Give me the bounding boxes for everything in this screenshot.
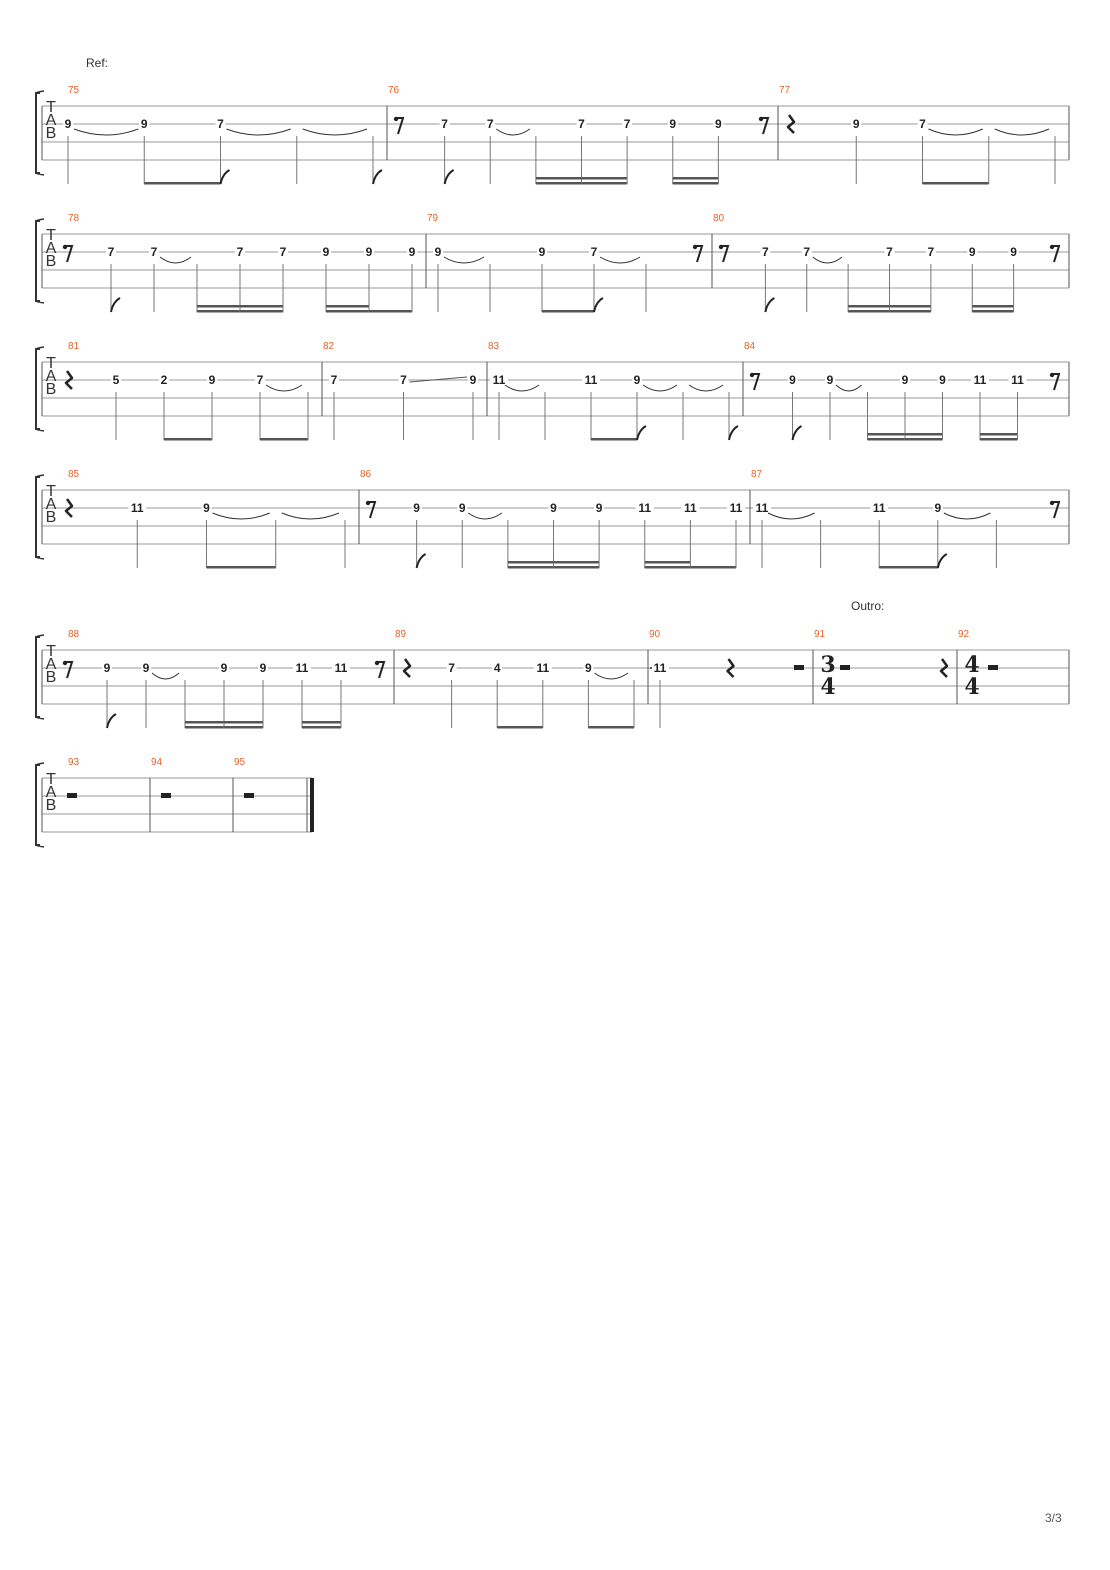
tab-system (36, 341, 1069, 441)
fret-number: 9 (633, 373, 641, 387)
half-rest (794, 665, 804, 670)
fret-number: 9 (826, 373, 834, 387)
eighth-flag (111, 298, 120, 312)
eighth-flag (938, 554, 947, 568)
fret-number: 9 (64, 117, 72, 131)
beam (542, 310, 594, 313)
beam (848, 310, 889, 313)
fret-number: 9 (585, 661, 592, 675)
fret-number: 7 (762, 245, 769, 259)
time-signature-top: 3 (820, 652, 836, 678)
tie-arc (444, 257, 484, 263)
beam (207, 566, 276, 569)
measure-number: 95 (234, 757, 246, 768)
beam (326, 310, 369, 313)
eighth-rest-dot (759, 117, 763, 121)
fret-number: 9 (365, 245, 373, 259)
fret-number: 7 (590, 245, 598, 259)
measure-number: 79 (427, 213, 439, 224)
tab-system (36, 213, 1069, 313)
system-bracket (36, 93, 40, 173)
eighth-flag (594, 298, 603, 312)
fret-number: 11 (872, 501, 886, 515)
measure-number: 92 (958, 629, 970, 640)
beam (690, 566, 736, 569)
fret-number: 11 (755, 501, 769, 515)
system-bracket (36, 221, 40, 301)
eighth-rest-dot (719, 245, 723, 249)
fret-number: 9 (434, 245, 442, 259)
beam-secondary (508, 561, 554, 564)
fret-number: 9 (140, 117, 148, 131)
half-rest (840, 665, 850, 670)
fret-number: 9 (901, 373, 909, 387)
beam (582, 182, 628, 185)
eighth-rest-dot (394, 117, 398, 121)
eighth-rest-dot (375, 661, 379, 665)
measure-number: 86 (360, 469, 372, 480)
fret-number: 11 (584, 373, 598, 387)
system-bracket (36, 765, 40, 845)
measure-79 (427, 213, 702, 313)
fret-number: 7 (486, 117, 494, 131)
measure-80 (713, 213, 1059, 313)
measure-82 (323, 341, 478, 440)
fret-number: 9 (550, 501, 557, 515)
tab-system (36, 629, 1069, 729)
measure-83 (488, 341, 738, 441)
measure-number: 94 (151, 757, 163, 768)
beam-secondary (224, 721, 263, 724)
fret-number: 7 (400, 373, 407, 387)
measure-number: 77 (779, 85, 791, 96)
eighth-rest-dot (1050, 373, 1054, 377)
beam (868, 438, 906, 441)
fret-number: 9 (458, 501, 466, 515)
fret-number: 7 (803, 245, 811, 259)
fret-number: 4 (493, 661, 501, 675)
tab-clef-letter: T (46, 643, 56, 660)
fret-number: 11 (1011, 373, 1024, 387)
tie-arc (944, 513, 991, 519)
beam-secondary (905, 433, 943, 436)
tab-clef-letter: B (45, 509, 57, 526)
tab-clef-letter: T (46, 771, 56, 788)
beam-secondary (197, 305, 240, 308)
eighth-rest-dot (750, 373, 754, 377)
tab-clef-letter: T (46, 99, 56, 116)
tie-arc (303, 129, 367, 135)
beam (197, 310, 240, 313)
system-bracket (36, 349, 40, 429)
beam (972, 310, 1013, 313)
eighth-rest-dot (1050, 245, 1054, 249)
fret-number: 9 (103, 661, 111, 675)
measure-number: 80 (713, 213, 725, 224)
measure-number: 93 (68, 757, 80, 768)
section-label-ref: Ref: (86, 56, 109, 70)
tab-clef-letter: A (45, 656, 57, 673)
measure-number: 84 (744, 341, 756, 352)
beam-secondary (302, 721, 341, 724)
beam (591, 438, 637, 441)
eighth-flag (107, 714, 116, 728)
tab-clef-letter: T (46, 483, 56, 500)
fret-number: 9 (934, 501, 942, 515)
fret-number: 11 (536, 661, 550, 675)
fret-number: 7 (441, 117, 448, 131)
fret-number: 7 (330, 373, 338, 387)
measure-76 (388, 85, 768, 185)
beam (224, 726, 263, 729)
measure-81 (66, 341, 308, 441)
section-label-outro: Outro: (851, 599, 885, 613)
beam (588, 726, 634, 729)
tab-clef-letter: B (45, 381, 57, 398)
beam-secondary (554, 561, 600, 564)
fret-number: 11 (729, 501, 743, 515)
beam (890, 310, 931, 313)
measure-number: 81 (68, 341, 80, 352)
measure-number: 75 (68, 85, 80, 96)
tie-arc (152, 673, 179, 679)
eighth-flag (417, 554, 426, 568)
tab-clef-letter: B (45, 669, 57, 686)
beam (369, 310, 412, 313)
measure-number: 78 (68, 213, 80, 224)
measure-77 (779, 85, 1055, 185)
half-rest (67, 793, 77, 798)
beam (508, 566, 554, 569)
eighth-rest-dot (63, 661, 67, 665)
tie-arc (689, 385, 723, 391)
measure-85 (66, 469, 345, 569)
tie-arc (813, 257, 842, 263)
half-rest (244, 793, 254, 798)
fret-number: 9 (939, 373, 946, 387)
fret-number: 7 (623, 117, 631, 131)
eighth-flag (637, 426, 646, 440)
tie-arc (282, 513, 339, 519)
fret-number: 9 (968, 245, 976, 259)
measure-number: 87 (751, 469, 763, 480)
beam-secondary (848, 305, 889, 308)
fret-number: 11 (130, 501, 144, 515)
tab-system (36, 469, 1069, 569)
fret-number: 7 (107, 245, 115, 259)
fret-number: 11 (334, 661, 348, 675)
tab-system (36, 757, 314, 847)
tie-arc (594, 673, 628, 679)
tie-arc (213, 513, 270, 519)
eighth-flag (221, 170, 230, 184)
tab-clef-letter: B (45, 125, 57, 142)
measure-number: 90 (649, 629, 661, 640)
measure-number: 83 (488, 341, 500, 352)
beam-secondary (326, 305, 369, 308)
half-rest (161, 793, 171, 798)
tie-arc (836, 385, 862, 391)
fret-number: 7 (927, 245, 935, 259)
measure-number: 82 (323, 341, 335, 352)
beam (536, 182, 582, 185)
tie-arc (600, 257, 640, 263)
tie-arc (768, 513, 815, 519)
fret-number: 9 (852, 117, 860, 131)
beam-secondary (582, 177, 628, 180)
fret-number: 9 (203, 501, 210, 515)
eighth-rest-dot (366, 501, 370, 505)
fret-number: 9 (538, 245, 546, 259)
fret-number: 9 (220, 661, 228, 675)
page-number: 3/3 (1045, 1511, 1062, 1525)
eighth-flag (793, 426, 802, 440)
beam (144, 182, 220, 185)
fret-number: 2 (160, 373, 168, 387)
beam (185, 726, 224, 729)
tab-clef-letter: A (45, 784, 57, 801)
beam-secondary (645, 561, 691, 564)
beam (923, 182, 989, 185)
beam-secondary (185, 721, 224, 724)
measure-number: 91 (814, 629, 826, 640)
measure-87 (751, 469, 1059, 569)
tie-arc (74, 129, 138, 135)
measure-78 (63, 213, 417, 313)
beam (879, 566, 938, 569)
beam (905, 438, 943, 441)
eighth-flag (765, 298, 774, 312)
fret-number: 9 (715, 117, 722, 131)
beam (302, 726, 341, 729)
fret-number: 11 (295, 661, 309, 675)
fret-number: 9 (408, 245, 416, 259)
measure-92 (958, 629, 998, 700)
final-barline-thick (310, 778, 314, 832)
fret-number: 7 (919, 117, 926, 131)
tie-arc (505, 385, 539, 391)
fret-number: 7 (150, 245, 158, 259)
eighth-flag (729, 426, 738, 440)
fret-number: 7 (236, 245, 244, 259)
time-signature-bottom: 4 (820, 674, 836, 700)
fret-number: 11 (653, 661, 667, 675)
beam-secondary (890, 305, 931, 308)
beam (980, 438, 1018, 441)
tab-clef-letter: T (46, 355, 56, 372)
beam (497, 726, 543, 729)
tab-systems (36, 85, 1069, 847)
beam (260, 438, 308, 441)
tab-clef-letter: B (45, 253, 57, 270)
tab-clef-letter: A (45, 240, 57, 257)
tab-clef-letter: T (46, 227, 56, 244)
fret-number: 7 (886, 245, 893, 259)
tie-arc (929, 129, 983, 135)
measure-75 (63, 85, 382, 185)
measure-86 (360, 469, 745, 569)
tie-arc (227, 129, 291, 135)
system-bracket (36, 637, 40, 717)
fret-number: 9 (595, 501, 603, 515)
beam (240, 310, 283, 313)
fret-number: 9 (669, 117, 677, 131)
measure-number: 88 (68, 629, 80, 640)
fret-number: 9 (142, 661, 150, 675)
fret-number: 9 (322, 245, 330, 259)
beam-secondary (240, 305, 283, 308)
beam (164, 438, 212, 441)
tie-arc (468, 513, 502, 519)
fret-number: 11 (638, 501, 652, 515)
fret-number: 11 (492, 373, 506, 387)
fret-number: 7 (217, 117, 224, 131)
fret-number: 9 (789, 373, 796, 387)
beam-secondary (972, 305, 1013, 308)
fret-number: 7 (448, 661, 455, 675)
time-signature-top: 4 (964, 652, 980, 678)
eighth-rest-dot (693, 245, 697, 249)
beam-secondary (673, 177, 719, 180)
measure-number: 76 (388, 85, 400, 96)
tab-clef-letter: A (45, 368, 57, 385)
time-signature-bottom: 4 (964, 674, 980, 700)
measure-91 (814, 629, 947, 700)
eighth-rest-dot (1050, 501, 1054, 505)
tab-system (36, 85, 1069, 185)
tie-arc (995, 129, 1049, 135)
beam-secondary (868, 433, 906, 436)
beam (645, 566, 691, 569)
eighth-flag (445, 170, 454, 184)
measure-84 (744, 341, 1059, 441)
eighth-flag (373, 170, 382, 184)
tab-clef-letter: B (45, 797, 57, 814)
measure-number: 85 (68, 469, 80, 480)
beam (554, 566, 600, 569)
tie-arc (266, 385, 302, 391)
tie-arc (643, 385, 677, 391)
fret-number: 11 (973, 373, 987, 387)
eighth-rest-dot (63, 245, 67, 249)
fret-number: 7 (578, 117, 585, 131)
half-rest (988, 665, 998, 670)
tie-arc (160, 257, 191, 263)
fret-number: 9 (259, 661, 267, 675)
tab-clef-letter: A (45, 496, 57, 513)
tab-clef-letter: A (45, 112, 57, 129)
beam (673, 182, 719, 185)
tie-arc (496, 129, 530, 135)
fret-number: 9 (208, 373, 216, 387)
measure-89 (395, 629, 634, 729)
fret-number: 11 (684, 501, 697, 515)
measure-88 (63, 629, 384, 729)
fret-number: 9 (469, 373, 477, 387)
fret-number: 9 (413, 501, 420, 515)
system-bracket (36, 477, 40, 557)
beam-secondary (980, 433, 1018, 436)
fret-number: 7 (279, 245, 287, 259)
fret-number: 9 (1010, 245, 1017, 259)
beam-secondary (536, 177, 582, 180)
measure-number: 89 (395, 629, 407, 640)
fret-number: 5 (112, 373, 120, 387)
measure-90 (649, 629, 804, 728)
fret-number: 7 (256, 373, 264, 387)
